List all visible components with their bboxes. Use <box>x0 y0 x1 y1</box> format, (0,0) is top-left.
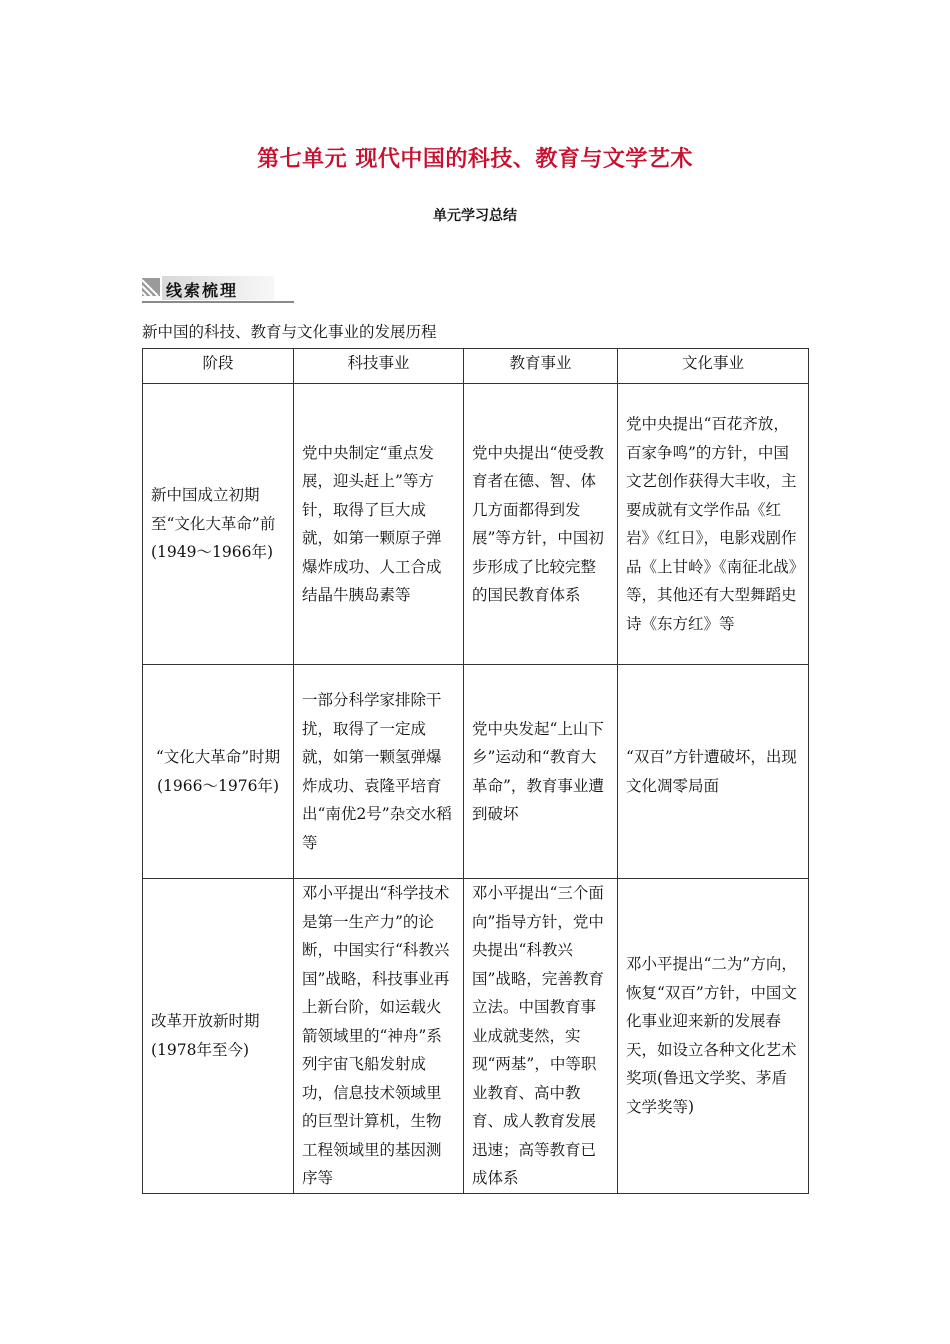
tech-cell: 邓小平提出“科学技术是第一生产力”的论断，中国实行“科教兴国”战略，科技事业再上新台阶，如运载火箭领域里的“神舟”系列宇宙飞船发射成功，信息技术领域里的巨型计算机，生物工程领域里的基因测序等 <box>294 879 464 1194</box>
tech-cell: 一部分科学家排除干扰，取得了一定成就，如第一颗氢弹爆炸成功、袁隆平培育出“南优2号”杂交水稻等 <box>294 665 464 879</box>
section-underline <box>142 301 294 303</box>
section-heading <box>142 276 294 304</box>
stage-cell: “文化大革命”时期(1966～1976年) <box>143 665 294 879</box>
table-row <box>143 665 809 879</box>
stage-cell: 改革开放新时期(1978年至今) <box>143 879 294 1194</box>
table-row <box>143 879 809 1194</box>
education-cell: 邓小平提出“三个面向”指导方针，党中央提出“科教兴国”战略，完善教育立法。中国教育事业成就斐然，实现“两基”，中等职业教育、高中教育、成人教育发展迅速；高等教育已成体系 <box>464 879 618 1194</box>
header-tech: 科技事业 <box>294 349 464 384</box>
page-title: 第七单元 现代中国的科技、教育与文学艺术 <box>257 147 693 172</box>
development-table <box>142 348 809 1194</box>
education-cell: 党中央提出“使受教育者在德、智、体几方面都得到发展”等方针，中国初步形成了比较完整的国民教育体系 <box>464 384 618 665</box>
header-stage: 阶段 <box>143 349 294 384</box>
header-education: 教育事业 <box>464 349 618 384</box>
table-row <box>143 384 809 665</box>
stage-cell: 新中国成立初期至“文化大革命”前(1949～1966年) <box>143 384 294 665</box>
header-culture: 文化事业 <box>618 349 809 384</box>
diagonal-stripes-icon <box>142 278 160 296</box>
education-cell: 党中央发起“上山下乡”运动和“教育大革命”，教育事业遭到破坏 <box>464 665 618 879</box>
section-label: 线索梳理 <box>166 281 239 300</box>
culture-cell: “双百”方针遭破坏，出现文化凋零局面 <box>618 665 809 879</box>
culture-cell: 党中央提出“百花齐放，百家争鸣”的方针，中国文艺创作获得大丰收，主要成就有文学作品《红岩》《红日》，电影戏剧作品《上甘岭》《南征北战》等，其他还有大型舞蹈史诗《东方红》等 <box>618 384 809 665</box>
page-subtitle: 单元学习总结 <box>433 208 517 224</box>
table-header-row <box>143 349 809 384</box>
culture-cell: 邓小平提出“二为”方向，恢复“双百”方针，中国文化事业迎来新的发展春天，如设立各种文化艺术奖项(鲁迅文学奖、茅盾文学奖等) <box>618 879 809 1194</box>
table-caption: 新中国的科技、教育与文化事业的发展历程 <box>142 323 437 341</box>
tech-cell: 党中央制定“重点发展，迎头赶上”等方针，取得了巨大成就，如第一颗原子弹爆炸成功、人工合成结晶牛胰岛素等 <box>294 384 464 665</box>
